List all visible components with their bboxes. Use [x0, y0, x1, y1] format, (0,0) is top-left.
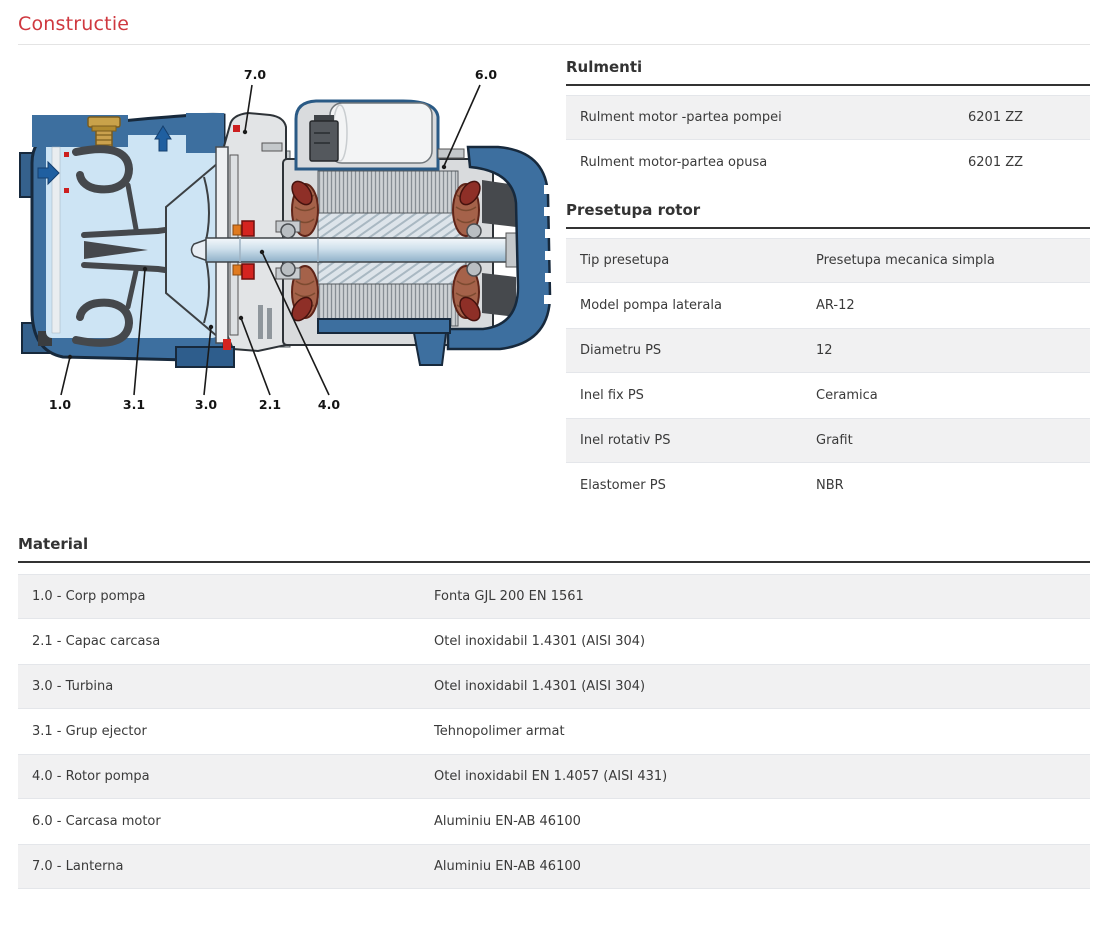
callout-label-6-0: 6.0 [474, 67, 498, 82]
title-divider [18, 44, 1090, 45]
terminal-box [310, 121, 338, 161]
row-label: Inel fix PS [580, 388, 644, 403]
table-row [18, 799, 1090, 844]
row-value: 12 [816, 343, 833, 358]
page-container [0, 13, 1108, 889]
lantern-slot [258, 305, 263, 339]
lantern-slot [267, 308, 272, 339]
section-title-rulmenti: Rulmenti [566, 55, 1090, 86]
seal-dot-top [64, 152, 69, 157]
spec-pane [566, 55, 1090, 508]
row-value: 6201 ZZ [968, 155, 1024, 170]
pump-diagram [18, 55, 566, 508]
bearing-ball [281, 262, 295, 276]
row-label: 1.0 - Corp pompa [32, 589, 146, 604]
table-row [566, 95, 1090, 140]
pump-cross-section-image [18, 55, 563, 420]
row-value: Grafit [816, 433, 853, 448]
table-row [18, 664, 1090, 709]
oring-dot [223, 339, 231, 350]
bearing-ball [281, 224, 295, 238]
row-label: 3.0 - Turbina [32, 679, 114, 694]
row-label: Rulment motor -partea pompei [580, 110, 782, 125]
row-label: Elastomer PS [580, 478, 666, 493]
row-value: Tehnopolimer armat [434, 724, 565, 739]
pump-shaft [192, 238, 517, 262]
content-row [18, 55, 1090, 508]
row-label: 2.1 - Capac carcasa [32, 634, 161, 649]
table-row [18, 754, 1090, 799]
callout-label-2-1: 2.1 [258, 397, 282, 412]
table-row [18, 619, 1090, 664]
row-label: 4.0 - Rotor pompa [32, 769, 150, 784]
callout-label-3-1: 3.1 [122, 397, 146, 412]
table-row [18, 574, 1090, 619]
callout-label-3-0: 3.0 [194, 397, 218, 412]
callout-label-4-0: 4.0 [317, 397, 341, 412]
section-title-material: Material [18, 532, 1090, 563]
table-row [566, 328, 1090, 373]
bearing-ball [467, 224, 481, 238]
table-row [566, 418, 1090, 463]
row-value: Otel inoxidabil EN 1.4057 (AISI 431) [434, 769, 668, 784]
material-section [18, 532, 1090, 889]
bearing-ball [467, 262, 481, 276]
row-value: Otel inoxidabil 1.4301 (AISI 304) [434, 679, 646, 694]
table-row [18, 709, 1090, 754]
callout-label-7-0: 7.0 [243, 67, 267, 82]
row-value: Aluminiu EN-AB 46100 [434, 814, 581, 829]
row-label: 6.0 - Carcasa motor [32, 814, 161, 829]
row-value: NBR [816, 478, 844, 493]
table-row [566, 238, 1090, 283]
row-label: Diametru PS [580, 343, 662, 358]
rulmenti-table [566, 95, 1090, 185]
table-row [566, 373, 1090, 418]
page-title: Constructie [18, 13, 130, 35]
row-value: Ceramica [816, 388, 878, 403]
section-title-presetupa: Presetupa rotor [566, 198, 1090, 229]
row-value: Aluminiu EN-AB 46100 [434, 859, 581, 874]
table-row [566, 283, 1090, 328]
presetupa-table [566, 238, 1090, 508]
callout-label-1-0: 1.0 [48, 397, 72, 412]
row-label: 3.1 - Grup ejector [32, 724, 147, 739]
row-value: Presetupa mecanica simpla [816, 253, 995, 268]
row-label: Inel rotativ PS [580, 433, 671, 448]
oring-dot [233, 125, 240, 132]
table-row [566, 140, 1090, 185]
row-value: 6201 ZZ [968, 110, 1024, 125]
row-label: Tip presetupa [580, 253, 670, 268]
row-label: Rulment motor-partea opusa [580, 155, 768, 170]
row-value: Fonta GJL 200 EN 1561 [434, 589, 584, 604]
material-table [18, 574, 1090, 889]
seal-dot-bottom [64, 188, 69, 193]
stator-top [318, 171, 458, 213]
table-row [566, 463, 1090, 508]
row-value: Otel inoxidabil 1.4301 (AISI 304) [434, 634, 646, 649]
row-label: 7.0 - Lanterna [32, 859, 124, 874]
table-row [18, 844, 1090, 889]
row-value: AR-12 [816, 298, 855, 313]
stud-bolt [262, 143, 282, 151]
row-label: Model pompa laterala [580, 298, 722, 313]
